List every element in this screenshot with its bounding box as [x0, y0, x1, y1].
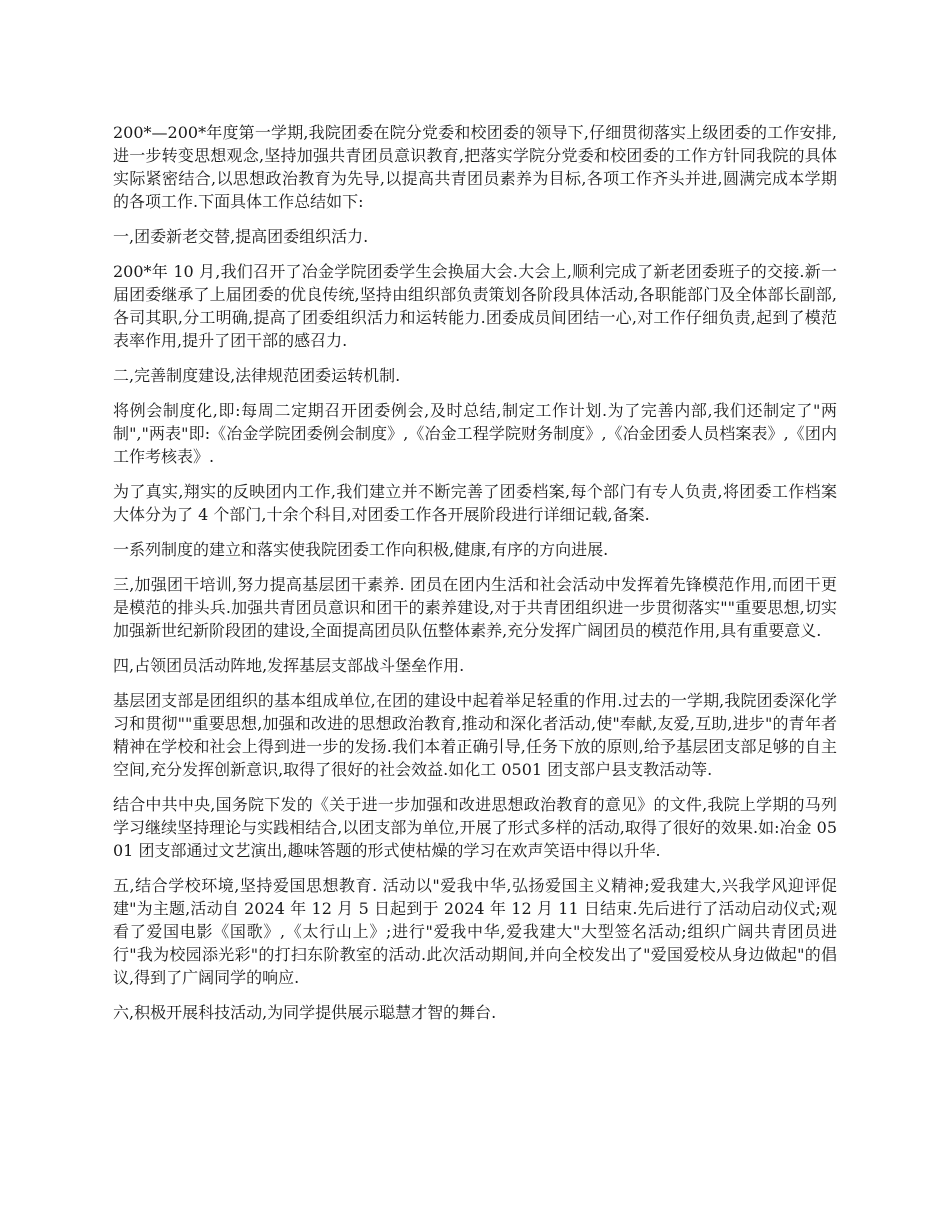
document-body — [113, 121, 837, 1036]
paragraph-2a: 将例会制度化,即:每周二定期召开团委例会,及时总结,制定工作计划.为了完善内部,我们还制定了"两制","两表"即:《冶金学院团委例会制度》,《冶金工程学院财务制度》,《冶金团委人员档案表》,《团内工作考核表》. — [113, 401, 837, 466]
paragraph-intro: 200*—200*年度第一学期,我院团委在院分党委和校团委的领导下,仔细贯彻落实上级团委的工作安排,进一步转变思想观念,坚持加强共青团员意识教育,把落实学院分党委和校团委的工作方针同我院的具体实际紧密结合,以思想政治教育为先导,以提高共青团员素养为目标,各项工作齐头并进,圆满完成本学期的各项工作.下面具体工作总结如下: — [113, 123, 837, 211]
section-heading-4: 四,占领团员活动阵地,发挥基层支部战斗堡垒作用. — [113, 656, 465, 675]
paragraph-4a: 基层团支部是团组织的基本组成单位,在团的建设中起着举足轻重的作用.过去的一学期,我院团委深化学习和贯彻""重要思想,加强和改进的思想政治教育,推动和深化者活动,使"奉献,友爱,互助,进步"的青年者精神在学校和社会上得到进一步的发扬.我们本着正确引导,任务下放的原则,给予基层团支部足够的自主空间,充分发挥创新意识,取得了很好的社会效益.如化工 0501 团支部户县支教活动等. — [113, 691, 837, 779]
section-5: 五,结合学校环境,坚持爱国思想教育. 活动以"爱我中华,弘扬爱国主义精神;爱我建大,兴我学风迎评促建"为主题,活动自 2024 年 12 月 5 日起到于 2024 年 12 月 11 日结束.先后进行了活动启动仪式;观看了爱国电影《国歌》,《太行山上》;进行"爱我中华,爱我建大"大型签名活动;组织广阔共青团员进行"我为校园添光彩"的打扫东阶教室的活动.此次活动期间,并向全校发出了"爱国爱校从身边做起"的倡议,得到了广阔同学的响应. — [113, 876, 837, 987]
section-heading-2: 二,完善制度建设,法律规范团委运转机制. — [113, 366, 401, 385]
section-3: 三,加强团干培训,努力提高基层团干素养. 团员在团内生活和社会活动中发挥着先锋模范作用,而团干更是模范的排头兵.加强共青团员意识和团干的素养建设,对于共青团组织进一步贯彻落实""重要思想,切实加强新世纪新阶段团的建设,全面提高团员队伍整体素养,充分发挥广阔团员的模范作用,具有重要意义. — [113, 575, 837, 640]
paragraph-4b: 结合中共中央,国务院下发的《关于进一步加强和改进思想政治教育的意见》的文件,我院上学期的马列学习继续坚持理论与实践相结合,以团支部为单位,开展了形式多样的活动,取得了很好的效果.如:冶金 0501 团支部通过文艺演出,趣味答题的形式使枯燥的学习在欢声笑语中得以升华. — [113, 795, 837, 860]
paragraph-2c: 一系列制度的建立和落实使我院团委工作向积极,健康,有序的方向进展. — [113, 540, 609, 559]
section-heading-1: 一,团委新老交替,提高团委组织活力. — [113, 227, 369, 246]
paragraph-2b: 为了真实,翔实的反映团内工作,我们建立并不断完善了团委档案,每个部门有专人负责,将团委工作档案大体分为了 4 个部门,十余个科目,对团委工作各开展阶段进行详细记载,备案. — [113, 482, 837, 524]
paragraph-1: 200*年 10 月,我们召开了冶金学院团委学生会换届大会.大会上,顺利完成了新老团委班子的交接.新一届团委继承了上届团委的优良传统,坚持由组织部负责策划各阶段具体活动,各职能部门及全体部长副部,各司其职,分工明确,提高了团委组织活力和运转能力.团委成员间团结一心,对工作仔细负责,起到了模范表率作用,提升了团干部的感召力. — [113, 262, 837, 350]
section-heading-6: 六,积极开展科技活动,为同学提供展示聪慧才智的舞台. — [113, 1003, 497, 1022]
